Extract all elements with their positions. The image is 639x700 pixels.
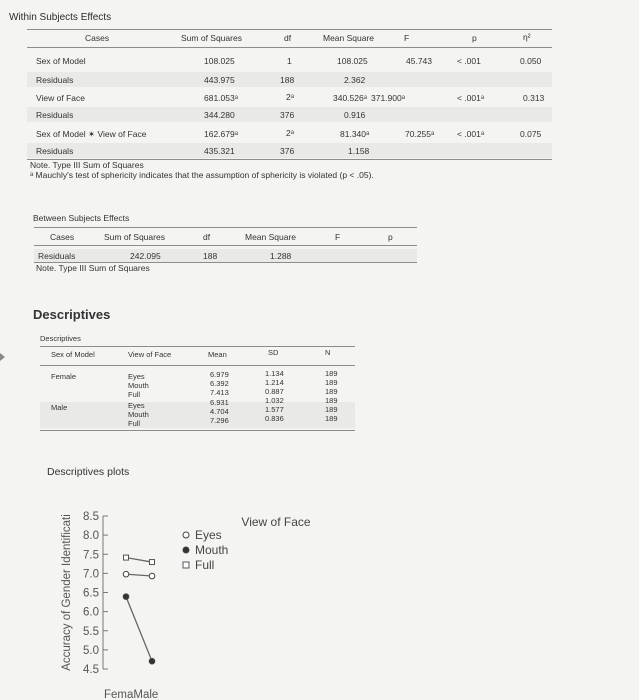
between-header-rule (34, 245, 417, 246)
x-category-labels: FemaMale (104, 689, 159, 700)
desc-header-n: N (325, 348, 331, 357)
within-header-f: F (404, 33, 410, 43)
within-case-0: Sex of Model (36, 56, 86, 66)
desc-view-3: Eyes (128, 401, 145, 410)
between-title: Between Subjects Effects (33, 213, 130, 223)
within-f-4: 70.255ᵃ (405, 129, 435, 139)
within-p-2: < .001ᵃ (457, 93, 485, 103)
within-header-p: p (472, 33, 477, 43)
between-note: Note. Type III Sum of Squares (36, 263, 150, 273)
within-case-2: View of Face (36, 93, 85, 103)
within-case-1: Residuals (36, 75, 74, 85)
point-eyes-male (149, 573, 155, 579)
desc-header-sex: Sex of Model (51, 350, 95, 359)
desc-header-view: View of Face (128, 350, 172, 359)
y-tick-label-6: 5.5 (83, 625, 99, 638)
legend-label-mouth: Mouth (195, 543, 229, 557)
y-tick-label-5: 6.0 (83, 606, 99, 619)
between-header-p: p (388, 232, 393, 242)
series-line-eyes (126, 574, 152, 576)
within-df-2: 2ᵃ (286, 92, 294, 102)
between-df: 188 (203, 251, 218, 261)
y-tick-label-8: 4.5 (83, 664, 99, 676)
legend-marker-full (183, 562, 189, 568)
y-axis-label: Accuracy of Gender Identificati (61, 514, 73, 671)
desc-mean-3: 6.931 (210, 398, 229, 407)
desc-header-sd: SD (268, 348, 279, 357)
desc-sd-3: 1.032 (265, 396, 284, 405)
collapse-arrow-icon[interactable] (0, 353, 5, 361)
between-ms: 1.288 (270, 251, 292, 261)
within-ss-1: 443.975 (204, 75, 235, 85)
between-header-ms: Mean Square (245, 232, 297, 242)
within-ms-0: 108.025 (337, 56, 368, 66)
within-eta-2: 0.313 (523, 93, 545, 103)
y-tick-label-1: 8.0 (83, 530, 99, 543)
point-full-female (124, 555, 129, 560)
within-case-5: Residuals (36, 146, 74, 156)
desc-mean-0: 6.979 (210, 370, 229, 379)
series-line-full (126, 558, 152, 562)
y-tick-label-7: 5.0 (83, 644, 99, 657)
within-title: Within Subjects Effects (9, 12, 112, 23)
within-df-0: 1 (287, 56, 292, 66)
between-header-df: df (203, 232, 211, 242)
y-tick-label-4: 6.5 (83, 587, 99, 600)
within-df-3: 376 (280, 110, 295, 120)
desc-view-2: Full (128, 390, 141, 399)
descriptives-bottom-rule (40, 430, 355, 431)
between-header-f: F (335, 232, 341, 242)
y-tick-label-3: 7.0 (83, 568, 99, 581)
series-line-mouth (126, 597, 152, 662)
within-eta-0: 0.050 (520, 56, 542, 66)
desc-n-5: 189 (325, 414, 338, 423)
within-ms-1: 2.362 (344, 75, 366, 85)
point-full-male (150, 560, 155, 565)
within-case-4: Sex of Model ✶ View of Face (36, 129, 147, 139)
within-top-rule (27, 29, 552, 30)
desc-n-0: 189 (325, 369, 338, 378)
desc-n-2: 189 (325, 387, 338, 396)
y-tick-label-0: 8.5 (83, 511, 99, 523)
within-header-df: df (284, 33, 292, 43)
desc-mean-2: 7.413 (210, 388, 229, 397)
desc-n-1: 189 (325, 378, 338, 387)
within-p-0: < .001 (457, 56, 481, 66)
desc-view-5: Full (128, 419, 141, 428)
desc-sd-5: 0.836 (265, 414, 284, 423)
within-header-rule (27, 47, 552, 48)
point-mouth-male (149, 658, 155, 664)
legend-marker-eyes (183, 532, 189, 538)
within-case-3: Residuals (36, 110, 74, 120)
within-ms-5: 1.158 (348, 146, 370, 156)
desc-header-mean: Mean (208, 350, 227, 359)
descriptives-table-title: Descriptives (40, 334, 81, 343)
within-ms-3: 0.916 (344, 110, 366, 120)
between-header-ss: Sum of Squares (104, 232, 165, 242)
within-header-eta: η² (523, 32, 531, 42)
within-note: Note. Type III Sum of Squares (30, 160, 144, 170)
within-ss-5: 435.321 (204, 146, 235, 156)
desc-mean-5: 7.296 (210, 416, 229, 425)
within-eta-4: 0.075 (520, 129, 542, 139)
plot-title: View of Face (241, 515, 311, 529)
descriptives-plot (0, 490, 360, 700)
within-header-cases: Cases (85, 33, 110, 43)
descriptives-top-rule (40, 346, 355, 347)
desc-sd-4: 1.577 (265, 405, 284, 414)
within-ms-2: 340.526ᵃ (333, 93, 367, 103)
within-ss-2: 681.053ᵃ (204, 93, 238, 103)
within-df-4: 2ᵃ (286, 128, 294, 138)
within-df-5: 376 (280, 146, 295, 156)
between-row-shade (34, 249, 417, 262)
between-top-rule (34, 227, 417, 228)
desc-sd-1: 1.214 (265, 378, 284, 387)
within-df-1: 188 (280, 75, 295, 85)
desc-mean-4: 4.704 (210, 407, 229, 416)
point-mouth-female (123, 594, 129, 600)
within-f-2: 371.900ᵃ (371, 93, 405, 103)
within-p-4: < .001ᵃ (457, 129, 485, 139)
y-tick-label-2: 7.5 (83, 549, 99, 562)
desc-mean-1: 6.392 (210, 379, 229, 388)
within-sphericity-note: ᵃ Mauchly's test of sphericity indicates that the assumption of sphericity is violated (p < .05). (30, 170, 374, 180)
legend-label-eyes: Eyes (195, 528, 222, 542)
desc-n-3: 189 (325, 396, 338, 405)
between-ss: 242.095 (130, 251, 161, 261)
within-header-ms: Mean Square (323, 33, 375, 43)
legend-marker-mouth (183, 547, 189, 553)
within-ss-0: 108.025 (204, 56, 235, 66)
plots-heading: Descriptives plots (47, 466, 130, 478)
desc-view-1: Mouth (128, 381, 149, 390)
desc-sd-0: 1.134 (265, 369, 284, 378)
between-case: Residuals (38, 251, 76, 261)
within-ss-3: 344.280 (204, 110, 235, 120)
point-eyes-female (123, 571, 129, 577)
within-ms-4: 81.340ᵃ (340, 129, 370, 139)
desc-n-4: 189 (325, 405, 338, 414)
desc-sex-3: Male (51, 403, 68, 412)
legend-label-full: Full (195, 558, 215, 572)
within-header-ss: Sum of Squares (181, 33, 242, 43)
desc-view-4: Mouth (128, 410, 149, 419)
within-ss-4: 162.679ᵃ (204, 129, 238, 139)
desc-view-0: Eyes (128, 372, 145, 381)
descriptives-header-rule (40, 365, 355, 366)
between-header-cases: Cases (50, 232, 75, 242)
descriptives-heading: Descriptives (33, 307, 111, 322)
desc-sex-0: Female (51, 372, 77, 381)
within-f-0: 45.743 (406, 56, 432, 66)
desc-male-shade (40, 402, 355, 428)
desc-sd-2: 0.887 (265, 387, 284, 396)
